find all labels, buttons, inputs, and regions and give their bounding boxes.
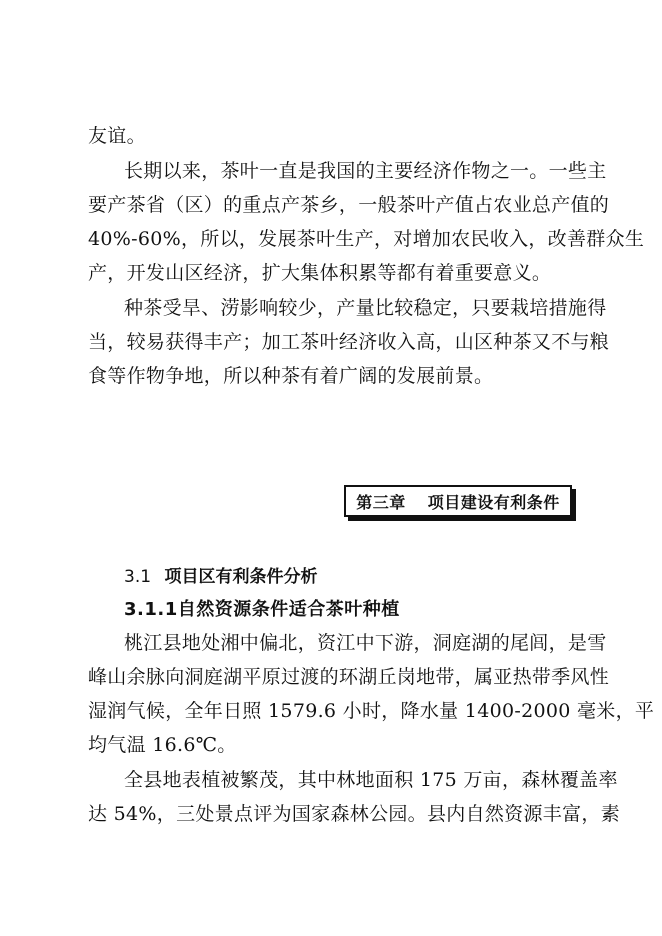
- section-heading: [124, 566, 317, 588]
- chapter-number: 第三章: [356, 492, 406, 512]
- intro-line-3: 要产茶省（区）的重点产茶乡，一般茶叶产值占农业总产值的: [88, 194, 610, 216]
- body-line-6: 达 54%，三处景点评为国家森林公园。县内自然资源丰富，素: [88, 803, 620, 825]
- intro-line-5: 产，开发山区经济，扩大集体积累等都有着重要意义。: [88, 262, 552, 284]
- body-line-4: 均气温 16.6℃。: [88, 734, 237, 756]
- body-line-3: 湿润气候，全年日照 1579.6 小时，降水量 1400-2000 毫米，平: [88, 700, 655, 722]
- intro-line-7: 当，较易获得丰产；加工茶叶经济收入高，山区种茶又不与粮: [88, 331, 610, 353]
- body-line-5: 全县地表植被繁茂，其中林地面积 175 万亩，森林覆盖率: [124, 769, 618, 791]
- intro-line-6: 种茶受旱、涝影响较少，产量比较稳定，只要栽培措施得: [124, 297, 607, 319]
- intro-line-4: 40%-60%，所以，发展茶叶生产，对增加农民收入，改善群众生: [88, 228, 645, 250]
- chapter-title: 项目建设有利条件: [427, 492, 560, 512]
- subsection-heading: 3.1.1自然资源条件适合茶叶种植: [124, 599, 400, 620]
- chapter-heading: [344, 485, 572, 517]
- section-number: 3.1: [124, 567, 152, 587]
- intro-line-8: 食等作物争地，所以种茶有着广阔的发展前景。: [88, 365, 494, 387]
- body-line-2: 峰山余脉向洞庭湖平原过渡的环湖丘岗地带，属亚热带季风性: [88, 666, 610, 688]
- intro-line-2: 长期以来，茶叶一直是我国的主要经济作物之一。一些主: [124, 160, 607, 182]
- section-title: 项目区有利条件分析: [164, 567, 318, 587]
- body-line-1: 桃江县地处湘中偏北，资江中下游，洞庭湖的尾闾，是雪: [124, 632, 607, 654]
- intro-line-1: 友谊。: [88, 125, 146, 147]
